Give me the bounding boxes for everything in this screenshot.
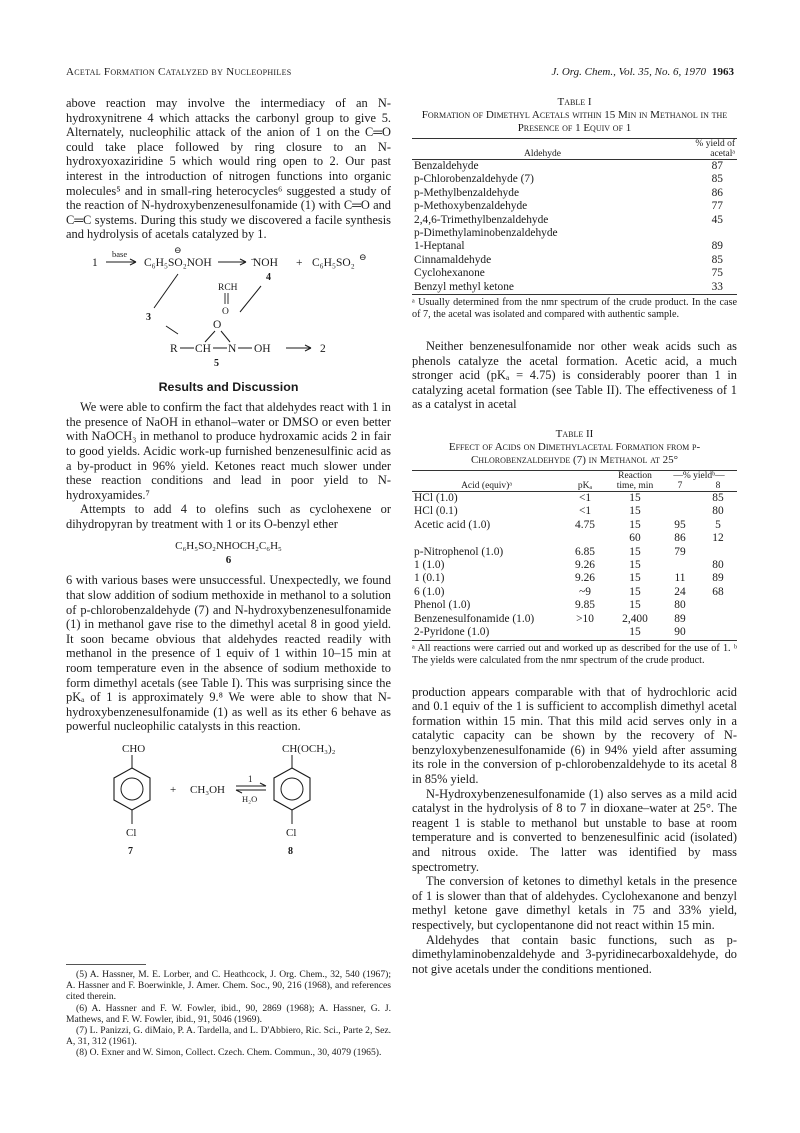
cell: 1-Heptanal — [414, 240, 465, 253]
cell: 15 — [629, 572, 641, 585]
cell: p-Methoxybenzaldehyde — [414, 200, 528, 213]
table-2-grid — [412, 470, 737, 640]
reaction-scheme-2 — [66, 740, 391, 864]
running-header — [66, 66, 734, 82]
table-row — [412, 281, 737, 295]
cell: Cyclohexanone — [414, 267, 485, 280]
table-row — [412, 214, 737, 227]
cell: 95 — [674, 518, 686, 531]
nitrene: ̈NOH — [253, 256, 278, 269]
cell: 89 — [674, 612, 686, 625]
cell — [561, 626, 609, 640]
arrow — [166, 326, 178, 334]
compound-label-3: 3 — [146, 311, 151, 323]
cell: 90 — [674, 626, 686, 639]
paragraph: 6 with various bases were unsuccessful. Unexpectedly, we found that slow addition of sodium methoxide in methanol to a solution of p-chlorobenzaldehyde (7) and N-hydroxybenzenesulfonamide (1) in methanol gave rise to the dimethyl acetal 8 in good yield. It soon became obvious that aldehydes reacted readily with methanol in the presence of 1 equiv of 1 within 10–15 min at room temperature even in the absence of sodium methoxide to form dimethyl acetals (see Table I). This was surprising since the pKₐ of 1 is approximately 9.⁸ We were able to show that N-hydroxybenzenesulfonamide (1) as well as its ether 6 behave as powerful nucleophilic catalysts in this reaction. — [66, 573, 391, 734]
cell — [412, 532, 561, 545]
reagent-anion: C₆H₅SO₂NOH — [144, 256, 212, 269]
table-row — [412, 173, 737, 186]
table-row — [412, 546, 737, 559]
table-header-row — [412, 139, 737, 160]
cell: 5 — [715, 518, 721, 531]
compound-label-1: 1 — [92, 256, 98, 269]
table-row — [412, 267, 737, 280]
col-header: 8 — [715, 481, 721, 492]
cell: 80 — [674, 599, 686, 612]
table-row — [412, 160, 737, 174]
cell: 4.75 — [575, 518, 595, 531]
cell: >10 — [576, 612, 594, 625]
paragraph: production appears comparable with that of hydrochloric acid and 0.1 equiv of the 1 is sufficient to accomplish dimethyl acetal formation within 15 min. That this mild acid serves only in a catalytic capacity can be shown by the recovery of N-benzyloxybenzenesulfonamide (6) in 94% yield after assuming its role in the conversion of p-chlorobenzaldehyde to its acetal 8 in 85% yield. — [412, 684, 737, 787]
cell: 2,400 — [622, 612, 648, 625]
col-header: Reaction time, min — [616, 471, 654, 492]
paragraph: The conversion of ketones to dimethyl ketals in the presence of 1 is slower than that of aldehydes. Cyclohexanone and benzyl methyl ketone gave dimethyl ketals in 75 and 33% yield, respectively, but cyclopentanone did not react within 15 min. — [412, 874, 737, 932]
journal-citation — [551, 66, 734, 78]
cell: 1 (1.0) — [414, 559, 445, 572]
table-row — [412, 572, 737, 585]
arrow-label-base: base — [112, 248, 128, 259]
cell — [661, 492, 699, 506]
cell: 9.26 — [575, 572, 595, 585]
cell: <1 — [578, 492, 592, 505]
cell: Cinnamaldehyde — [414, 253, 492, 266]
page-number: 1963 — [712, 66, 734, 78]
cell: Acetic acid (1.0) — [414, 518, 491, 531]
right-column — [412, 96, 737, 976]
compound-6-formula: C₆H₅SO₂NHOCH₂C₆H₅ — [175, 540, 282, 553]
paragraph: We were able to confirm the fact that aldehydes react with 1 in the presence of NaOH in ethanol–water or DMSO or even better with NaOCH₃ in methanol to produce hydroxamic acids 2 in fair to good yields. Acidic work-up furnished benzenesulfinic acid as a by-product in 96% yield. Ketones react much slower under these reaction conditions and lead in poor yield to N-hydroxyamides.⁷ — [66, 400, 391, 502]
cell: 11 — [674, 572, 686, 585]
plus-sign: + — [296, 256, 303, 269]
table-row — [412, 519, 737, 532]
cell — [673, 227, 737, 240]
carbonyl-oxygen: O — [222, 306, 229, 317]
footnote: (5) A. Hassner, M. E. Lorber, and C. Heathcock, J. Org. Chem., 32, 540 (1967); A. Hassner and F. Boerwinkle, J. Amer. Chem. Soc., 90, 216 (1968), and references cited therein. — [66, 969, 391, 1003]
table-row — [412, 254, 737, 267]
col-header: pKₐ — [577, 481, 593, 492]
cell — [699, 546, 737, 559]
catalyst-label: 1 — [248, 774, 253, 784]
cell: 6 (1.0) — [414, 585, 445, 598]
ring-bond — [205, 331, 215, 342]
table-1 — [412, 96, 737, 321]
compound-6-label: 6 — [225, 554, 232, 567]
ring-bond — [221, 331, 230, 342]
cell — [699, 626, 737, 640]
paragraph: Neither benzenesulfonamide nor other weak acids such as phenols catalyze the acetal formation. Acetic acid, a much stronger acid (pKₐ = 4.75) is considerably poorer than 1 in catalyzing acetal formation (see Table II). The effectiveness of 1 as a catalyst in acetal — [412, 339, 737, 412]
table-number: Table I — [557, 96, 592, 108]
footnote: (8) O. Exner and W. Simon, Collect. Czech. Chem. Commun., 30, 4079 (1965). — [76, 1047, 382, 1059]
aldehyde-group: CHO — [122, 743, 146, 755]
hydroxyl: OH — [254, 342, 271, 355]
table-row — [412, 599, 737, 612]
cell: 75 — [711, 267, 723, 280]
cell: p-Dimethylaminobenzaldehyde — [414, 227, 558, 240]
arrow — [154, 274, 178, 308]
aromatic-circle — [121, 778, 143, 800]
cell: HCl (1.0) — [414, 492, 458, 505]
compound-label-4: 4 — [266, 271, 271, 283]
cell: 87 — [711, 160, 723, 172]
table-row — [412, 532, 737, 545]
col-header: Acid (equiv)ᵃ — [461, 481, 512, 492]
cell: 15 — [629, 599, 641, 612]
cell: p-Methylbenzaldehyde — [414, 186, 520, 199]
cell: 33 — [711, 280, 723, 293]
footnote-rule — [66, 964, 146, 965]
paragraph: above reaction may involve the intermediacy of an N-hydroxynitrene 4 which attacks the carbonyl group to give 5. Alternately, nucleophilic attack of the anion of 1 on the C═O could take place followed by ring closure to an N-hydroxyoxaziridine 5 which would ring open to 2. Our past interest in the introduction of nitrogen functions into organic molecules⁵ and in small-ring heterocycles⁶ suggested a study of the reaction of N-hydroxybenzenesulfonamide (1) with C═O and C═C systems. During this study we discovered a facile synthesis and hydrolysis of acetals catalyzed by 1. — [66, 96, 391, 242]
cell: 85 — [711, 253, 723, 266]
col-header: 7 — [677, 481, 683, 492]
compound-6-block — [66, 539, 391, 567]
anion-charge: ⊖ — [174, 244, 182, 255]
r-group: R — [170, 342, 178, 355]
cell: <1 — [578, 505, 592, 518]
table-row — [412, 240, 737, 253]
paragraph: Aldehydes that contain basic functions, such as p-dimethylaminobenzaldehyde and 3-pyridinecarboxaldehyde, do not give acetals under the conditions mentioned. — [412, 932, 737, 976]
footnote: (7) L. Panizzi, G. diMaio, P. A. Tardella, and L. D'Abbiero, Ric. Sci., Parte 2, Sez. A, 31, 312 (1961). — [66, 1025, 392, 1048]
cell — [661, 505, 699, 518]
cell: 15 — [629, 626, 641, 639]
col-header: —% yieldᵇ— — [673, 471, 725, 482]
footnote: (6) A. Hassner and F. W. Fowler, ibid., 90, 2869 (1968); A. Hassner, G. J. Mathews, and F. W. Fowler, ibid., 91, 5046 (1969). — [66, 1002, 391, 1025]
cell: 15 — [629, 492, 641, 505]
cell: 45 — [711, 213, 723, 226]
table-row — [412, 613, 737, 626]
cell: 80 — [712, 505, 724, 518]
cell: 9.85 — [575, 599, 595, 612]
cell: 15 — [629, 518, 641, 531]
cell: 86 — [711, 186, 723, 199]
arrow — [240, 286, 261, 312]
running-title: Acetal Formation Catalyzed by Nucleophiles — [66, 66, 292, 78]
cell: 79 — [674, 545, 686, 558]
table-number: Table II — [555, 428, 594, 441]
compound-label-7: 7 — [128, 846, 133, 857]
benzene-ring — [114, 768, 150, 810]
cell: HCl (0.1) — [414, 505, 458, 518]
cell — [661, 559, 699, 572]
table-2 — [412, 428, 737, 666]
cell: 89 — [711, 240, 723, 253]
rch-group: RCH — [218, 282, 238, 293]
cell: 89 — [712, 572, 724, 585]
cell: 2,4,6-Trimethylbenzaldehyde — [414, 213, 549, 226]
paragraph: Attempts to add 4 to olefins such as cyclohexene or dihydropyran by treatment with 1 or its O-benzyl ether — [66, 502, 391, 531]
journal-name: J. Org. Chem., Vol. 35, No. 6, 1970 — [551, 66, 706, 78]
cell: 85 — [711, 173, 723, 186]
footnotes — [66, 964, 391, 1059]
cell: Benzaldehyde — [414, 160, 479, 172]
table-row — [412, 626, 737, 640]
cell: Benzenesulfonamide (1.0) — [414, 612, 535, 625]
byproduct: C₆H₅SO₂ — [312, 256, 355, 269]
table-label — [412, 96, 737, 109]
cell: 1 (0.1) — [414, 572, 445, 585]
compound-label-5: 5 — [214, 357, 219, 368]
plus-sign: + — [170, 784, 177, 796]
table-row — [412, 559, 737, 572]
table-footnote: ᵃ All reactions were carried out and worked up as described for the use of 1. ᵇ The yields were calculated from the nmr spectrum of the crude product. — [412, 642, 737, 666]
cell: 77 — [711, 200, 723, 213]
ring-carbon: CH — [195, 342, 211, 355]
left-column — [66, 96, 391, 868]
reaction-scheme-1 — [66, 242, 391, 368]
cell: ~9 — [579, 585, 591, 598]
cell: Benzyl methyl ketone — [414, 280, 514, 293]
ring-oxygen: O — [213, 318, 222, 331]
table-label — [412, 428, 737, 441]
col-header: Aldehyde — [524, 149, 561, 159]
compound-label-2: 2 — [320, 342, 326, 355]
ring-nitrogen: N — [228, 342, 237, 355]
table-title: Effect of Acids on Dimethylacetal Formation from p-Chlorobenzaldehyde (7) in Methanol at 25° — [448, 441, 701, 467]
table-row — [412, 492, 737, 506]
table-footnote: ᵃ Usually determined from the nmr spectrum of the crude product. In the case of 7, the acetal was isolated and compared with authentic sample. — [412, 297, 737, 321]
cell: 6.85 — [575, 545, 595, 558]
cell — [699, 613, 737, 626]
methanol: CH₃OH — [190, 784, 226, 796]
cell: p-Chlorobenzaldehyde (7) — [414, 173, 534, 186]
table-row — [412, 586, 737, 599]
cell: Phenol (1.0) — [414, 599, 471, 612]
cell: 80 — [712, 559, 724, 572]
byproduct-charge: ⊖ — [359, 251, 367, 262]
paragraph: N-Hydroxybenzenesulfonamide (1) also serves as a mild acid catalyst in the hydrolysis of 8 to 7 in dioxane–water at 25°. The reagent 1 is stable to methanol but unstable to base at room temperature and is converted to benzenesulfinic acid (isolated) and nitrous oxide. The latter was identified by mass spectrometry. — [412, 786, 737, 874]
cell: 86 — [674, 532, 686, 545]
compound-label-8: 8 — [288, 846, 293, 857]
cell: 24 — [674, 585, 686, 598]
cell: 9.26 — [575, 559, 595, 572]
table-title: Formation of Dimethyl Acetals within 15 Min in Methanol in the Presence of 1 Equiv of 1 — [421, 109, 728, 134]
cell: 12 — [712, 532, 724, 545]
cell: 68 — [712, 585, 724, 598]
col-header: % yield of acetalᵃ — [695, 139, 735, 159]
cell: 15 — [629, 585, 641, 598]
table-row — [412, 187, 737, 200]
cell: 60 — [629, 532, 641, 545]
cell: 15 — [629, 545, 641, 558]
cell: p-Nitrophenol (1.0) — [414, 545, 504, 558]
table-row — [412, 227, 737, 240]
water-label: H₂O — [242, 794, 258, 804]
table-row — [412, 505, 737, 518]
acetal-group: CH(OCH₃)₂ — [282, 743, 336, 755]
chloro-substituent: Cl — [126, 827, 137, 839]
cell — [699, 599, 737, 612]
table-1-grid — [412, 138, 737, 295]
aromatic-circle — [281, 778, 303, 800]
section-heading: Results and Discussion — [158, 379, 299, 394]
cell: 85 — [712, 492, 724, 505]
chloro-substituent: Cl — [286, 827, 297, 839]
table-row — [412, 200, 737, 213]
cell — [561, 532, 609, 545]
cell: 15 — [629, 505, 641, 518]
table-header-row — [412, 471, 737, 482]
benzene-ring — [274, 768, 310, 810]
cell: 2-Pyridone (1.0) — [414, 626, 490, 639]
cell: 15 — [629, 559, 641, 572]
